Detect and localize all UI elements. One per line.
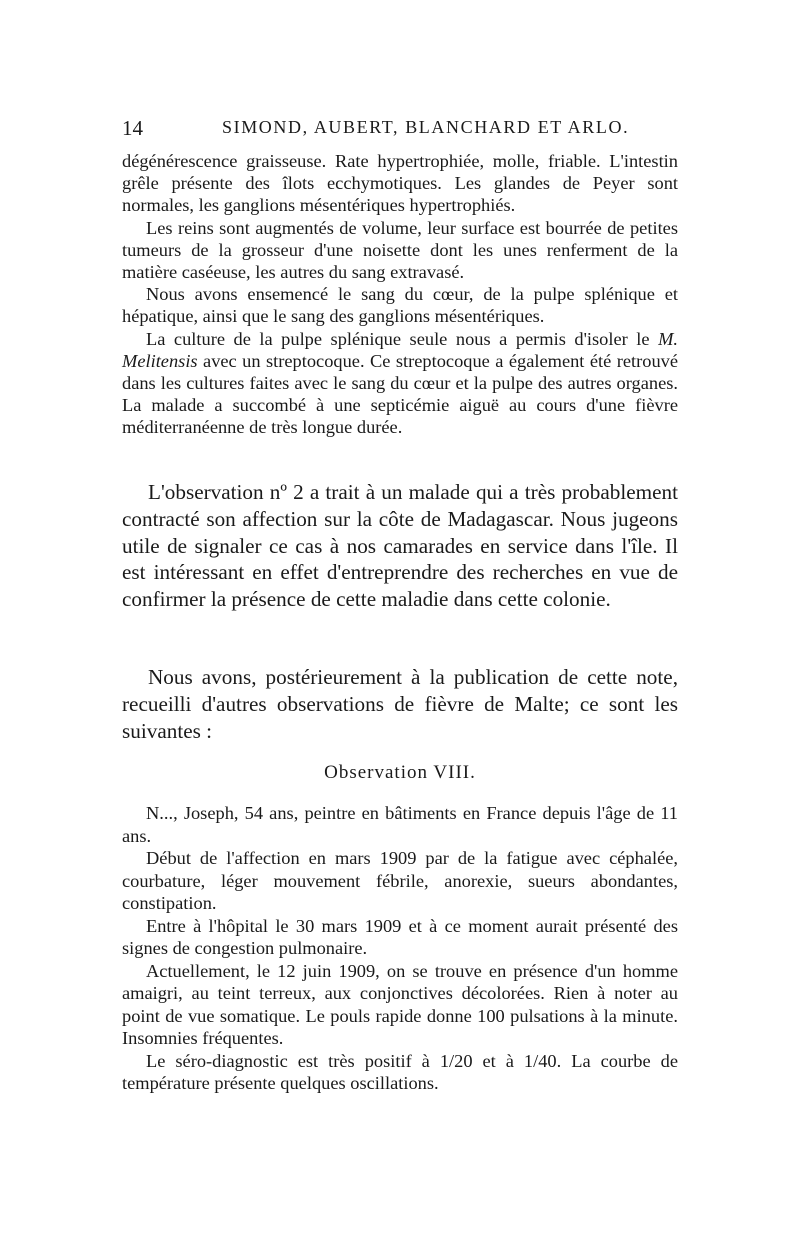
paragraph: L'observation nº 2 a trait à un malade qui a très probablement contracté son affection sur la côte de Madagascar. Nous jugeons utile de signaler ce cas à nos camarades en service dans l'île. Il est intéressant en effet d'entreprendre des recherches en vue de confirmer la présence de cette maladie dans cette colonie. xyxy=(122,480,678,612)
paragraph xyxy=(122,328,678,439)
text-run: La culture de la pulpe splénique seule nous a permis d'isoler le xyxy=(146,328,659,349)
page-header xyxy=(122,116,682,146)
paragraph: Actuellement, le 12 juin 1909, on se trouve en présence d'un homme amaigri, au teint terreux, aux conjonctives décolorées. Rien à noter au point de vue somatique. Le pouls rapide donne 100 pulsations à la minute. Insomnies fréquentes. xyxy=(122,960,678,1048)
page-number: 14 xyxy=(122,116,143,140)
paragraph: Début de l'affection en mars 1909 par de la fatigue avec céphalée, courbature, léger mouvement fébrile, anorexie, sueurs abondantes, constipation. xyxy=(122,848,678,913)
running-title: SIMOND, AUBERT, BLANCHARD ET ARLO. xyxy=(222,117,630,137)
observation-heading: Observation VIII. xyxy=(324,762,476,783)
paragraph: Le séro-diagnostic est très positif à 1/20 et à 1/40. La courbe de température présente quelques oscillations. xyxy=(122,1050,678,1093)
paragraph: Nous avons ensemencé le sang du cœur, de la pulpe splénique et hépatique, ainsi que le sang des ganglions mésentériques. xyxy=(122,284,678,327)
autopsy-section xyxy=(122,150,678,439)
observation-body xyxy=(122,802,678,1095)
paragraph: Les reins sont augmentés de volume, leur surface est bourrée de petites tumeurs de la grosseur d'une noisette dont les unes renferment de la matière caséeuse, les autres du sang extravasé. xyxy=(122,217,678,283)
commentary-section xyxy=(122,479,678,613)
paragraph: dégénérescence graisseuse. Rate hypertrophiée, molle, friable. L'intestin grêle présente des îlots ecchymotiques. Les glandes de Peyer sont normales, les ganglions mésentériques hypertrophiés. xyxy=(122,151,678,216)
paragraph: N..., Joseph, 54 ans, peintre en bâtiments en France depuis l'âge de 11 ans. xyxy=(122,803,678,846)
commentary-section-2 xyxy=(122,664,678,744)
text-run: avec un streptocoque. Ce streptocoque a également été retrouvé dans les cultures faites avec le sang du cœur et la pulpe des autres organes. La malade a succombé à une septicémie aiguë au cours d'une fièvre méditerranéenne de très longue durée. xyxy=(122,350,678,438)
paragraph: Nous avons, postérieurement à la publication de cette note, recueilli d'autres observations de fièvre de Malte; ce sont les suivantes : xyxy=(122,665,678,743)
italic-species-name: M. Melitensis xyxy=(122,328,678,371)
paragraph: Entre à l'hôpital le 30 mars 1909 et à ce moment aurait présenté des signes de congestion pulmonaire. xyxy=(122,915,678,958)
